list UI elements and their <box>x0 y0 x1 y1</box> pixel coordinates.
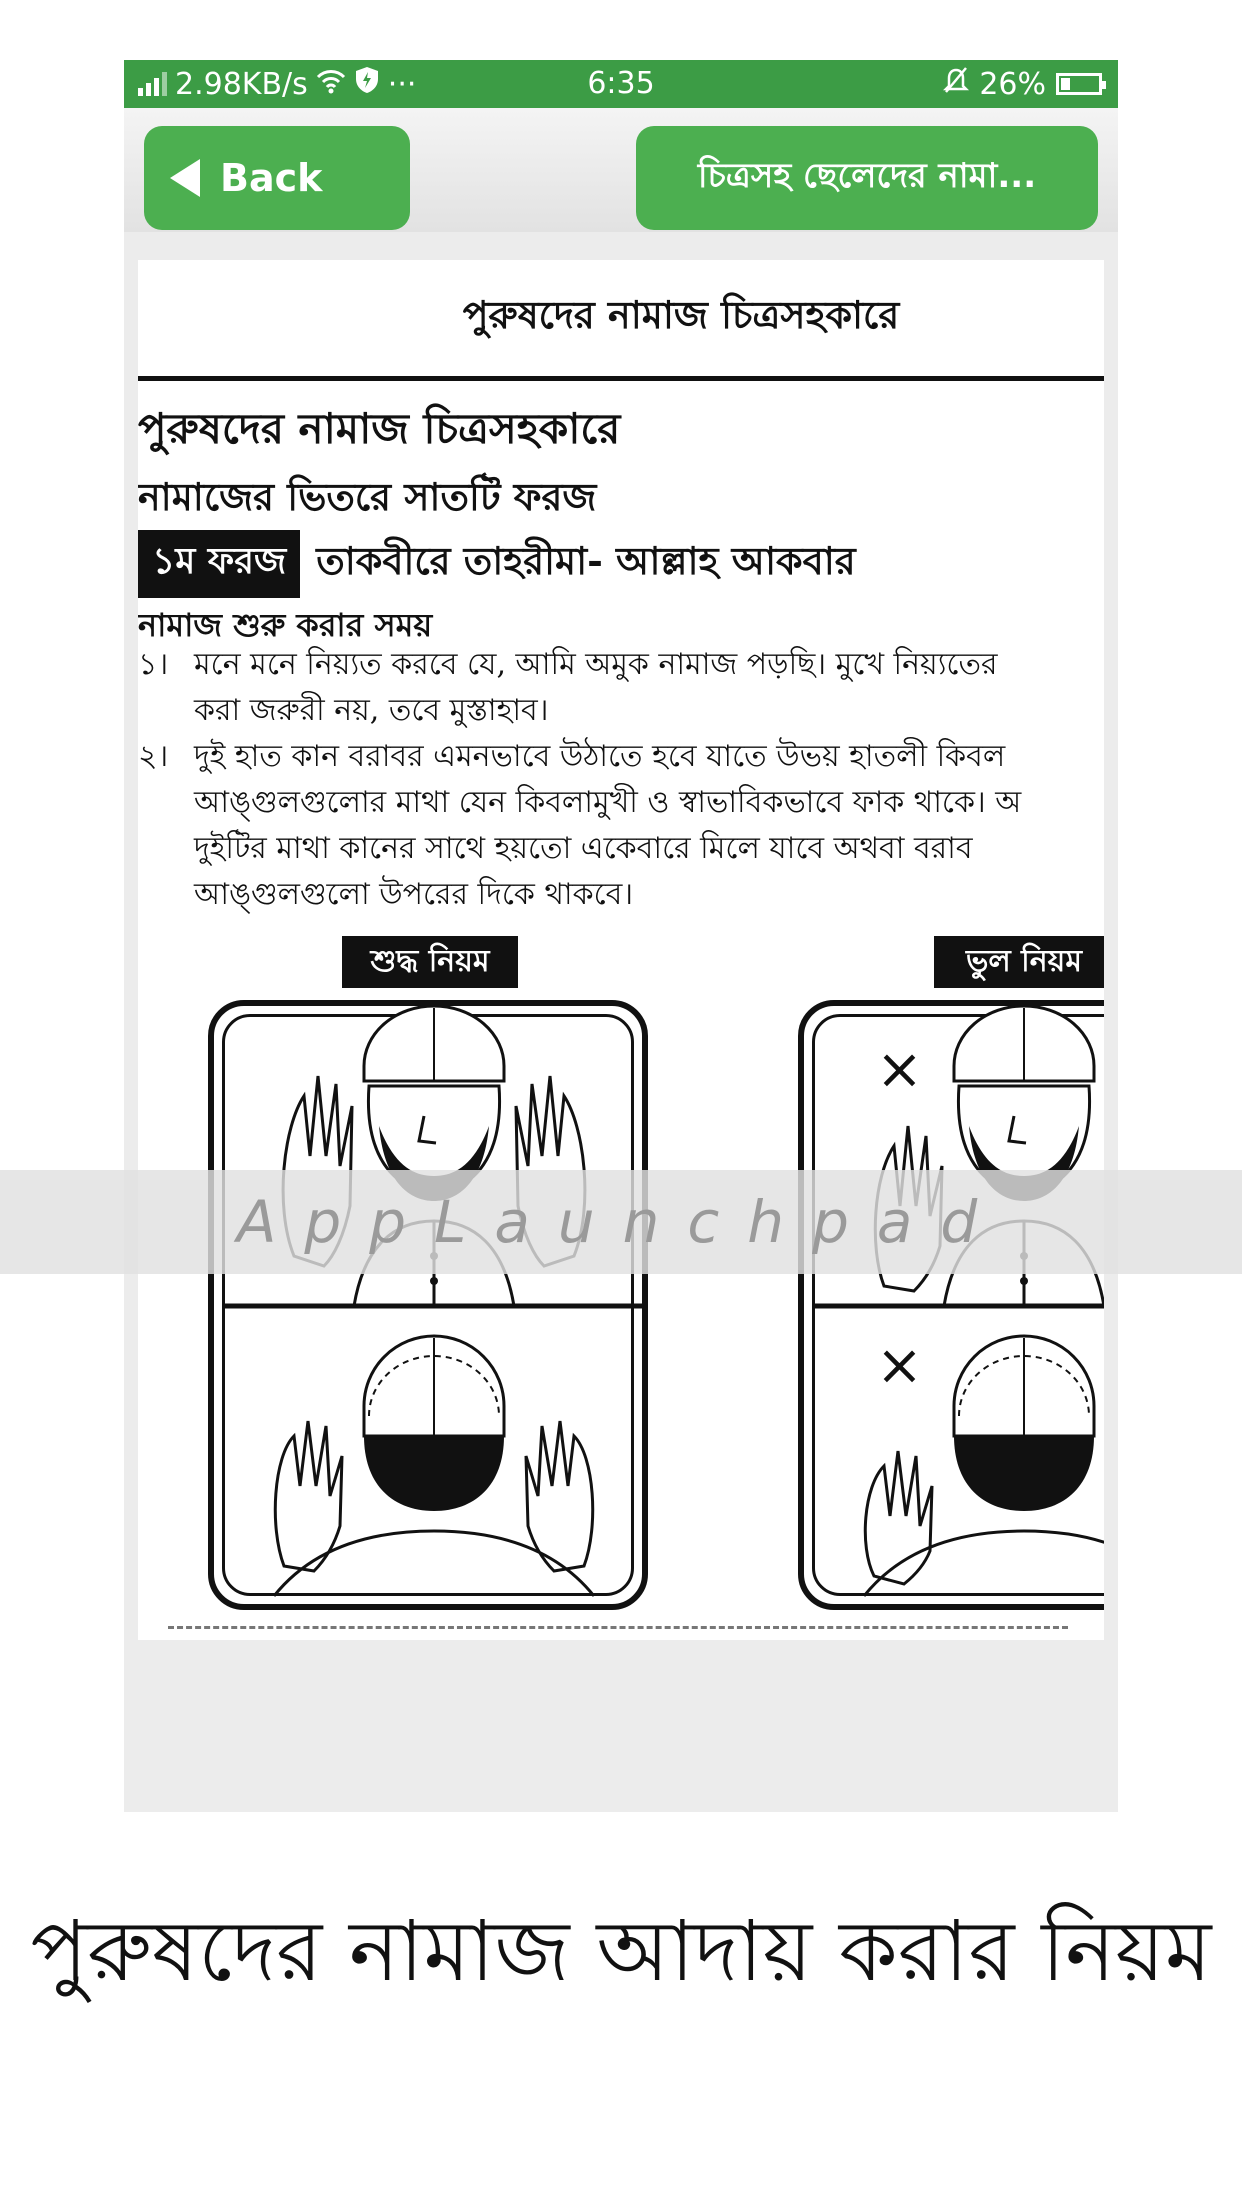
battery-fill <box>1061 78 1070 90</box>
rule-number: ২। <box>138 739 169 774</box>
document-header <box>138 260 1104 381</box>
farz-row <box>138 530 856 598</box>
rule-list <box>138 642 1104 918</box>
rule-text: দুই হাত কান বরাবর এমনভাবে উঠাতে হবে যাতে উভয় হাতলী কিবল আঙ্গুলগুলোর মাথা যেন কিবলামুখী ও স্বাভাবিকভাবে ফাক থাকে। অ দুইটির মাথা কানের সাথে হয়তো একেবারে মিলে যাবে অথবা বরাব আঙ্গুলগুলো উপরের দিকে থাকবে। <box>194 739 1022 912</box>
farz-text: তাকবীরে তাহরীমা- আল্লাহ আকবার <box>316 538 856 583</box>
status-bar <box>124 60 1118 108</box>
document-subheading: নামাজের ভিতরে সাতটি ফরজ <box>138 474 597 519</box>
back-button[interactable] <box>144 126 410 230</box>
status-time: 6:35 <box>587 66 655 101</box>
watermark-banner <box>0 1170 1242 1274</box>
page-title-button[interactable]: চিত্রসহ ছেলেদের নামা... <box>636 126 1098 230</box>
label-wrong: ভুল নিয়ম <box>934 936 1104 988</box>
battery-icon <box>1056 73 1102 95</box>
time-heading: নামাজ শুরু করার সময় <box>138 606 433 644</box>
wrong-mark: × <box>876 1333 923 1398</box>
list-item <box>138 734 1104 918</box>
rule-text: মনে মনে নিয়্যত করবে যে, আমি অমুক নামাজ পড়ছি। মুখে নিয়্যতের করা জরুরী নয়, তবে মুস্তাহাব। <box>194 647 998 728</box>
document-page <box>138 260 1104 1640</box>
network-speed: 2.98KB/s <box>175 66 308 102</box>
back-label: Back <box>220 156 323 200</box>
more-status-icons: ··· <box>387 66 417 102</box>
phone-screenshot <box>124 60 1118 1812</box>
farz-badge: ১ম ফরজ <box>138 530 300 598</box>
caption-text: পুরুষদের নামাজ আদায় করার নিয়ম <box>30 1902 1212 2000</box>
list-item <box>138 642 1104 734</box>
document-heading: পুরুষদের নামাজ চিত্রসহকারে <box>138 404 621 453</box>
illustration-correct <box>208 1000 648 1610</box>
document-divider <box>168 1626 1068 1629</box>
illustration-wrong <box>798 1000 1104 1610</box>
watermark-text: AppLaunchpad <box>236 1188 1006 1256</box>
man-raising-hands-wrong-illustration <box>804 1006 1104 1616</box>
back-arrow-icon <box>170 159 200 197</box>
man-raising-hands-correct-illustration <box>214 1006 654 1616</box>
battery-percent: 26% <box>979 66 1046 102</box>
mute-icon <box>943 66 969 102</box>
label-correct: শুদ্ধ নিয়ম <box>342 936 518 988</box>
rule-number: ১। <box>138 647 169 682</box>
wrong-mark: × <box>876 1037 923 1102</box>
document-header-text: পুরুষদের নামাজ চিত্রসহকারে <box>462 292 900 337</box>
top-toolbar <box>124 108 1118 232</box>
